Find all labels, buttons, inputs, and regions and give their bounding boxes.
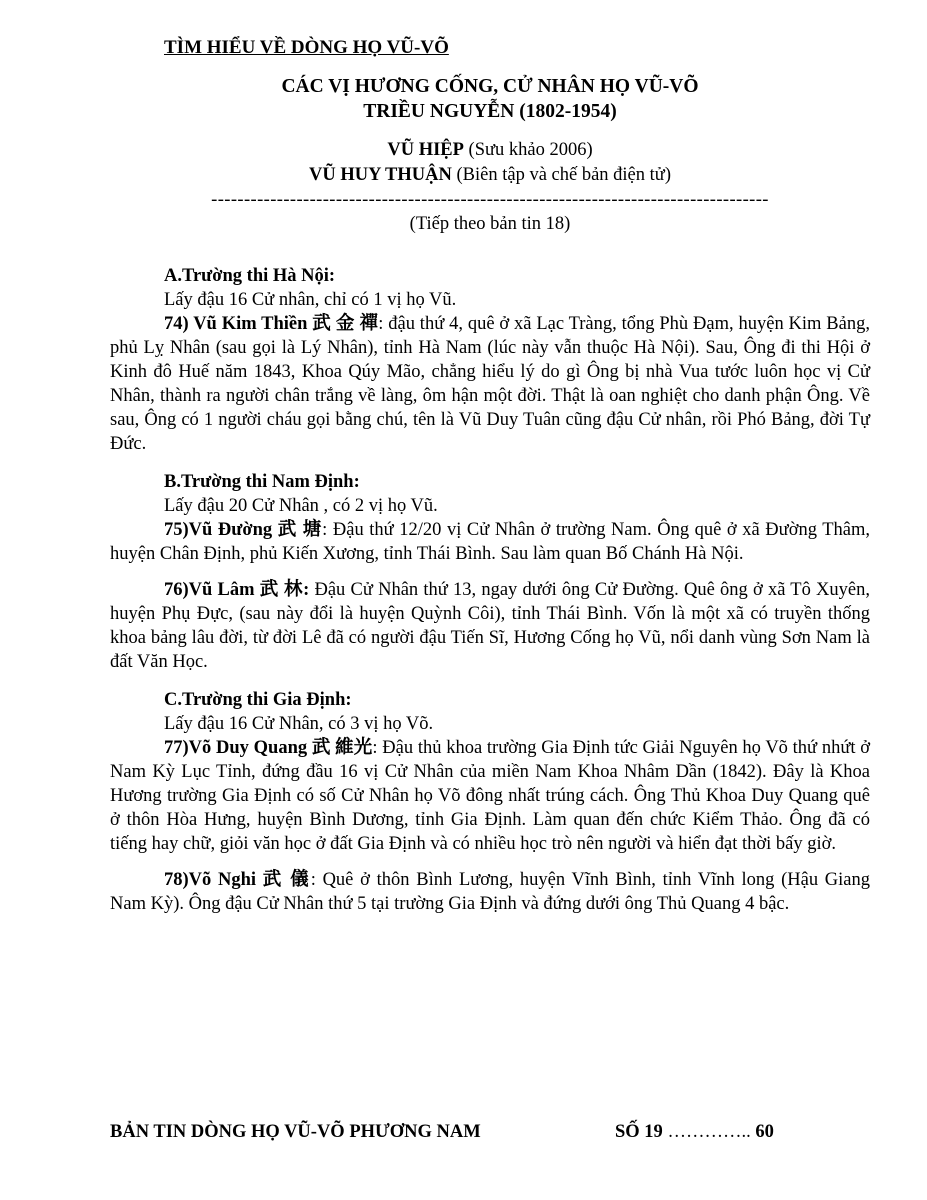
- title-line-2: TRIỀU NGUYỄN (1802-1954): [363, 101, 617, 122]
- entry-78-text: : Quê ở thôn Bình Lương, huyện Vĩnh Bình, tỉnh Vĩnh long (Hậu Giang Nam Kỳ). Ông đậu Cử Nhân thứ 5 tại trường Gia Định và đứng dưới ông Thủ Quang 4 bậc.: [110, 870, 871, 914]
- author-2-name: VŨ HUY THUẬN: [309, 165, 452, 185]
- entry-75-text: : Đậu thứ 12/20 vị Cử Nhân ở trường Nam. Ông quê ở xã Đường Thâm, huyện Chân Định, phủ Kiến Xương, tỉnh Thái Bình. Sau làm quan Bố Chánh Hà Nội.: [110, 520, 870, 564]
- entry-74-text: : đậu thứ 4, quê ở xã Lạc Tràng, tổng Phù Đạm, huyện Kim Bảng, phủ Lỵ Nhân (sau gọi là Lý Nhân), tỉnh Hà Nam (lúc này vẫn thuộc Hà Nội). Sau, Ông đi thi Hội ở Kinh đô Huế năm 1843, Khoa Qúy Mão, chẳng hiểu lý do gì Ông bị nhà Vua tước luôn học vị Cử Nhân, thành ra người chân trắng về làng, ôm hận một đời. Thật là oan nghiệt cho danh phận Ông. Về sau, Ông có 1 người cháu gọi bằng chú, tên là Vũ Duy Tuân cũng đậu Cử nhân, rồi Phó Bảng, đời Tự Đức.: [110, 314, 870, 454]
- entry-76: [110, 578, 870, 674]
- section-b-heading: B.Trường thi Nam Định:: [164, 472, 360, 492]
- author-2-role: (Biên tập và chế bản điện tử): [451, 165, 671, 185]
- author-1-role: (Sưu khảo 2006): [463, 140, 593, 160]
- section-c-summary: Lấy đậu 16 Cử Nhân, có 3 vị họ Võ.: [164, 714, 434, 734]
- continued-note: (Tiếp theo bản tin 18): [409, 214, 571, 234]
- entry-78-name: 78)Võ Nghi 武 儀: [164, 870, 311, 890]
- page-number: 60: [755, 1122, 774, 1142]
- entry-74-name: 74) Vũ Kim Thiền 武 金 禪: [164, 314, 379, 334]
- document-title: [110, 74, 870, 124]
- entry-74: [110, 312, 870, 456]
- entry-78: [110, 868, 870, 916]
- dashed-divider: -------------------------------------------------------------------------------------: [211, 190, 769, 210]
- entry-77-name: 77)Võ Duy Quang 武 維光: [164, 738, 373, 758]
- section-c-heading: C.Trường thi Gia Định:: [164, 690, 352, 710]
- issue-label: SỐ 19: [615, 1122, 663, 1142]
- section-a-heading: A.Trường thi Hà Nội:: [164, 266, 336, 286]
- entry-76-text: Đậu Cử Nhân thứ 13, ngay dưới ông Cử Đường. Quê ông ở xã Tô Xuyên, huyện Phụ Đực, (sau này đổi là huyện Quỳnh Côi), tỉnh Thái Bình. Vốn là một xã có truyền thống khoa bảng lâu đời, từ đời Lê đã có người đậu Tiến Sĩ, Hương Cống họ Vũ, nổi danh vùng Sơn Nam là đất Văn Học.: [110, 580, 870, 672]
- entry-75-name: 75)Vũ Đường 武 塘: [164, 520, 323, 540]
- entry-75: [110, 518, 870, 566]
- footer-dots: …………..: [662, 1122, 756, 1142]
- page-footer: [110, 1122, 810, 1143]
- title-line-1: CÁC VỊ HƯƠNG CỐNG, CỬ NHÂN HỌ VŨ-VÕ: [281, 76, 699, 97]
- document-page: [110, 36, 870, 916]
- entry-77: [110, 736, 870, 856]
- newsletter-name: BẢN TIN DÒNG HỌ VŨ-VÕ PHƯƠNG NAM: [110, 1122, 481, 1142]
- author-1-name: VŨ HIỆP: [387, 140, 464, 160]
- author-line-1: [110, 138, 870, 163]
- authors-block: [110, 138, 870, 188]
- section-b-summary: Lấy đậu 20 Cử Nhân , có 2 vị họ Vũ.: [164, 496, 438, 516]
- section-a-summary: Lấy đậu 16 Cử nhân, chỉ có 1 vị họ Vũ.: [164, 290, 457, 310]
- series-title: TÌM HIỂU VỀ DÒNG HỌ VŨ-VÕ: [164, 37, 449, 58]
- entry-76-name: 76)Vũ Lâm 武 林:: [164, 580, 310, 600]
- author-line-2: [110, 163, 870, 188]
- issue-info: [615, 1122, 774, 1143]
- entry-77-text: : Đậu thủ khoa trường Gia Định tức Giải Nguyên họ Võ thứ nhứt ở Nam Kỳ Lục Tỉnh, đứng đầu 16 vị Cử Nhân của miền Nam Khoa Nhâm Dần (1842). Đây là Khoa Hương trường Gia Định có số Cử Nhân họ Võ đông nhất trúng cách. Ông Thủ Khoa Duy Quang quê ở thôn Hòa Hưng, huyện Bình Dương, tỉnh Gia Định. Làm quan đến chức Kiểm Thảo. Ông đã có tiếng hay chữ, giỏi văn học ở đất Gia Định và có nhiều học trò nên người và hiển đạt thời bấy giờ.: [110, 738, 871, 854]
